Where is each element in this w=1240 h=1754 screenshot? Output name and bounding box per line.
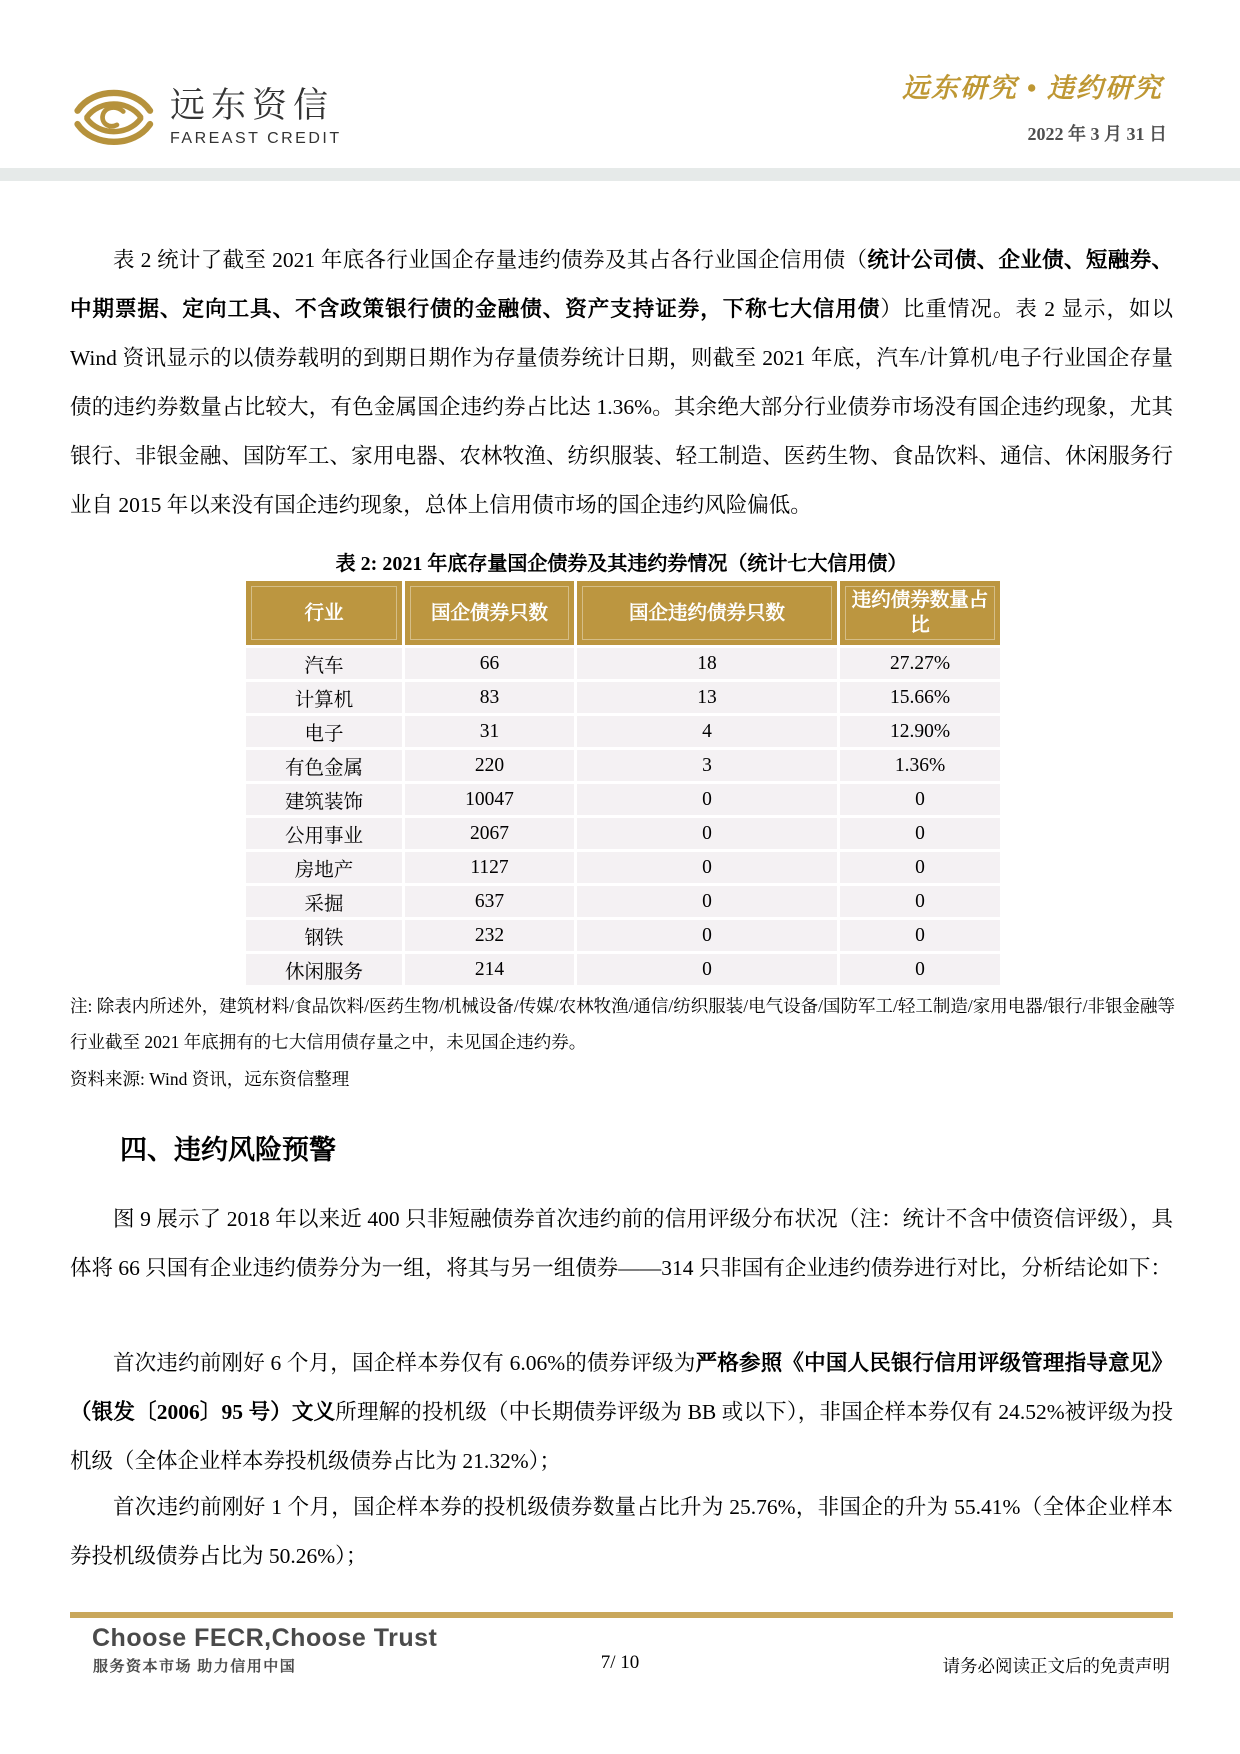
table-row — [245, 783, 1002, 817]
table-cell-default-count: 0 — [576, 851, 839, 885]
paragraph-3-seg-3: 所理解的投机级（中长期债券评级为 BB 或以下），非国企样本券仅有 24.52%被评级为投机级（全体企业样本券投机级债券占比为 21.32%）； — [70, 1400, 1173, 1473]
report-date: 2022 年 3 月 31 日 — [1027, 124, 1167, 144]
table-cell-industry: 钢铁 — [245, 919, 404, 953]
footer-slogan-en: Choose FECR,Choose Trust — [92, 1624, 438, 1652]
table-cell-default-count: 18 — [576, 647, 839, 681]
table-cell-bond-count: 232 — [404, 919, 576, 953]
table-cell-bond-count: 1127 — [404, 851, 576, 885]
table-row — [245, 681, 1002, 715]
table-cell-default-count: 0 — [576, 817, 839, 851]
paragraph-1 — [70, 236, 1173, 530]
paragraph-1-seg-1: 表 2 统计了截至 2021 年底各行业国企存量违约债券及其占各行业国企信用债（ — [113, 248, 868, 272]
table-cell-bond-count: 214 — [404, 953, 576, 987]
paragraph-4: 首次违约前刚好 1 个月，国企样本券的投机级债券数量占比升为 25.76%，非国企的升为 55.41%（全体企业样本券投机级债券占比为 50.26%）； — [70, 1495, 1173, 1568]
table-row — [245, 749, 1002, 783]
col-header-industry: 行业 — [245, 580, 404, 647]
table-cell-industry: 建筑装饰 — [245, 783, 404, 817]
table-cell-ratio: 27.27% — [839, 647, 1002, 681]
paragraph-1-seg-2-bold: 统计公司债、企业债、短融券、中期票据、定向工具、不含政策银行债的金融债、资产支持证券，下称七大信用债 — [70, 248, 1173, 321]
table-cell-ratio: 0 — [839, 817, 1002, 851]
table-cell-bond-count: 10047 — [404, 783, 576, 817]
table-cell-bond-count: 637 — [404, 885, 576, 919]
table-row — [245, 919, 1002, 953]
paragraph-3-seg-2-bold: 严格参照《中国人民银行信用评级管理指导意见》（银发〔2006〕95 号）文义 — [70, 1351, 1173, 1424]
table-cell-ratio: 0 — [839, 851, 1002, 885]
paragraph-2: 图 9 展示了 2018 年以来近 400 只非短融债券首次违约前的信用评级分布状况（注：统计不含中债资信评级），具体将 66 只国有企业违约债券分为一组，将其与另一组债券——314 只非国有企业违约债券进行对比，分析结论如下： — [70, 1207, 1173, 1280]
soe-bond-table-wrap — [243, 578, 1003, 988]
table-row — [245, 647, 1002, 681]
table-cell-industry: 计算机 — [245, 681, 404, 715]
table-cell-ratio: 0 — [839, 919, 1002, 953]
brand-block — [170, 86, 342, 148]
table-cell-default-count: 0 — [576, 953, 839, 987]
table-cell-bond-count: 83 — [404, 681, 576, 715]
table-header-row — [245, 580, 1002, 647]
section-heading: 四、违约风险预警 — [120, 1135, 336, 1165]
page-number: 7/ 10 — [600, 1652, 640, 1673]
header-divider — [0, 168, 1240, 181]
table-cell-industry: 休闲服务 — [245, 953, 404, 987]
table-row — [245, 885, 1002, 919]
table-cell-industry: 电子 — [245, 715, 404, 749]
table-header — [245, 580, 1002, 647]
col-header-soe-bond-count: 国企债券只数 — [404, 580, 576, 647]
table-row — [245, 953, 1002, 987]
table-cell-industry: 公用事业 — [245, 817, 404, 851]
paragraph-3-seg-1: 首次违约前刚好 6 个月，国企样本券仅有 6.06%的债券评级为 — [113, 1351, 696, 1375]
table-cell-default-count: 0 — [576, 885, 839, 919]
table-cell-ratio: 0 — [839, 953, 1002, 987]
table-row — [245, 817, 1002, 851]
table-cell-industry: 有色金属 — [245, 749, 404, 783]
table-cell-default-count: 4 — [576, 715, 839, 749]
table-cell-industry: 采掘 — [245, 885, 404, 919]
soe-bond-table — [243, 578, 1003, 988]
col-header-soe-default-bond-count: 国企违约债券只数 — [576, 580, 839, 647]
brand-name-cn: 远东资信 — [170, 86, 335, 125]
table-cell-industry: 汽车 — [245, 647, 404, 681]
brand-name-en: FAREAST CREDIT — [170, 130, 342, 147]
logo-eye-arcs-icon — [72, 78, 154, 156]
footer-disclaimer: 请务必阅读正文后的免责声明 — [942, 1656, 1170, 1676]
report-series-title: 远东研究 • 违约研究 — [902, 73, 1163, 103]
table-cell-bond-count: 31 — [404, 715, 576, 749]
table-cell-default-count: 3 — [576, 749, 839, 783]
table-cell-ratio: 0 — [839, 885, 1002, 919]
table-body — [245, 647, 1002, 987]
table-cell-bond-count: 2067 — [404, 817, 576, 851]
fareast-credit-logo — [72, 78, 342, 156]
table-cell-default-count: 0 — [576, 783, 839, 817]
col-header-default-ratio: 违约债券数量占比 — [839, 580, 1002, 647]
table-cell-ratio: 15.66% — [839, 681, 1002, 715]
table-row — [245, 715, 1002, 749]
table-cell-bond-count: 66 — [404, 647, 576, 681]
footer-divider — [70, 1612, 1173, 1618]
table-source: 资料来源: Wind 资讯，远东资信整理 — [70, 1069, 350, 1089]
table-cell-ratio: 12.90% — [839, 715, 1002, 749]
footer-slogan-cn: 服务资本市场 助力信用中国 — [93, 1659, 297, 1675]
table-row — [245, 851, 1002, 885]
table-cell-bond-count: 220 — [404, 749, 576, 783]
table-note: 注: 除表内所述外，建筑材料/食品饮料/医药生物/机械设备/传媒/农林牧渔/通信/纺织服装/电气设备/国防军工/轻工制造/家用电器/银行/非银金融等行业截至 2021 年底拥有的七大信用债存量之中，未见国企违约券。 — [70, 996, 1175, 1052]
table-cell-default-count: 13 — [576, 681, 839, 715]
paragraph-1-seg-3: ）比重情况。表 2 显示，如以 Wind 资讯显示的以债券载明的到期日期作为存量债券统计日期，则截至 2021 年底，汽车/计算机/电子行业国企存量债的违约券数量占比较大，有色金属国企违约券占比达 1.36%。其余绝大部分行业债券市场没有国企违约现象，尤其银行、非银金融、国防军工、家用电器、农林牧渔、纺织服装、轻工制造、医药生物、食品饮料、通信、休闲服务行业自 2015 年以来没有国企违约现象，总体上信用债市场的国企违约风险偏低。 — [70, 297, 1173, 517]
paragraph-3 — [70, 1339, 1173, 1486]
table-cell-default-count: 0 — [576, 919, 839, 953]
table-title: 表 2: 2021 年底存量国企债券及其违约券情况（统计七大信用债） — [335, 553, 908, 575]
table-cell-industry: 房地产 — [245, 851, 404, 885]
table-cell-ratio: 0 — [839, 783, 1002, 817]
table-cell-ratio: 1.36% — [839, 749, 1002, 783]
